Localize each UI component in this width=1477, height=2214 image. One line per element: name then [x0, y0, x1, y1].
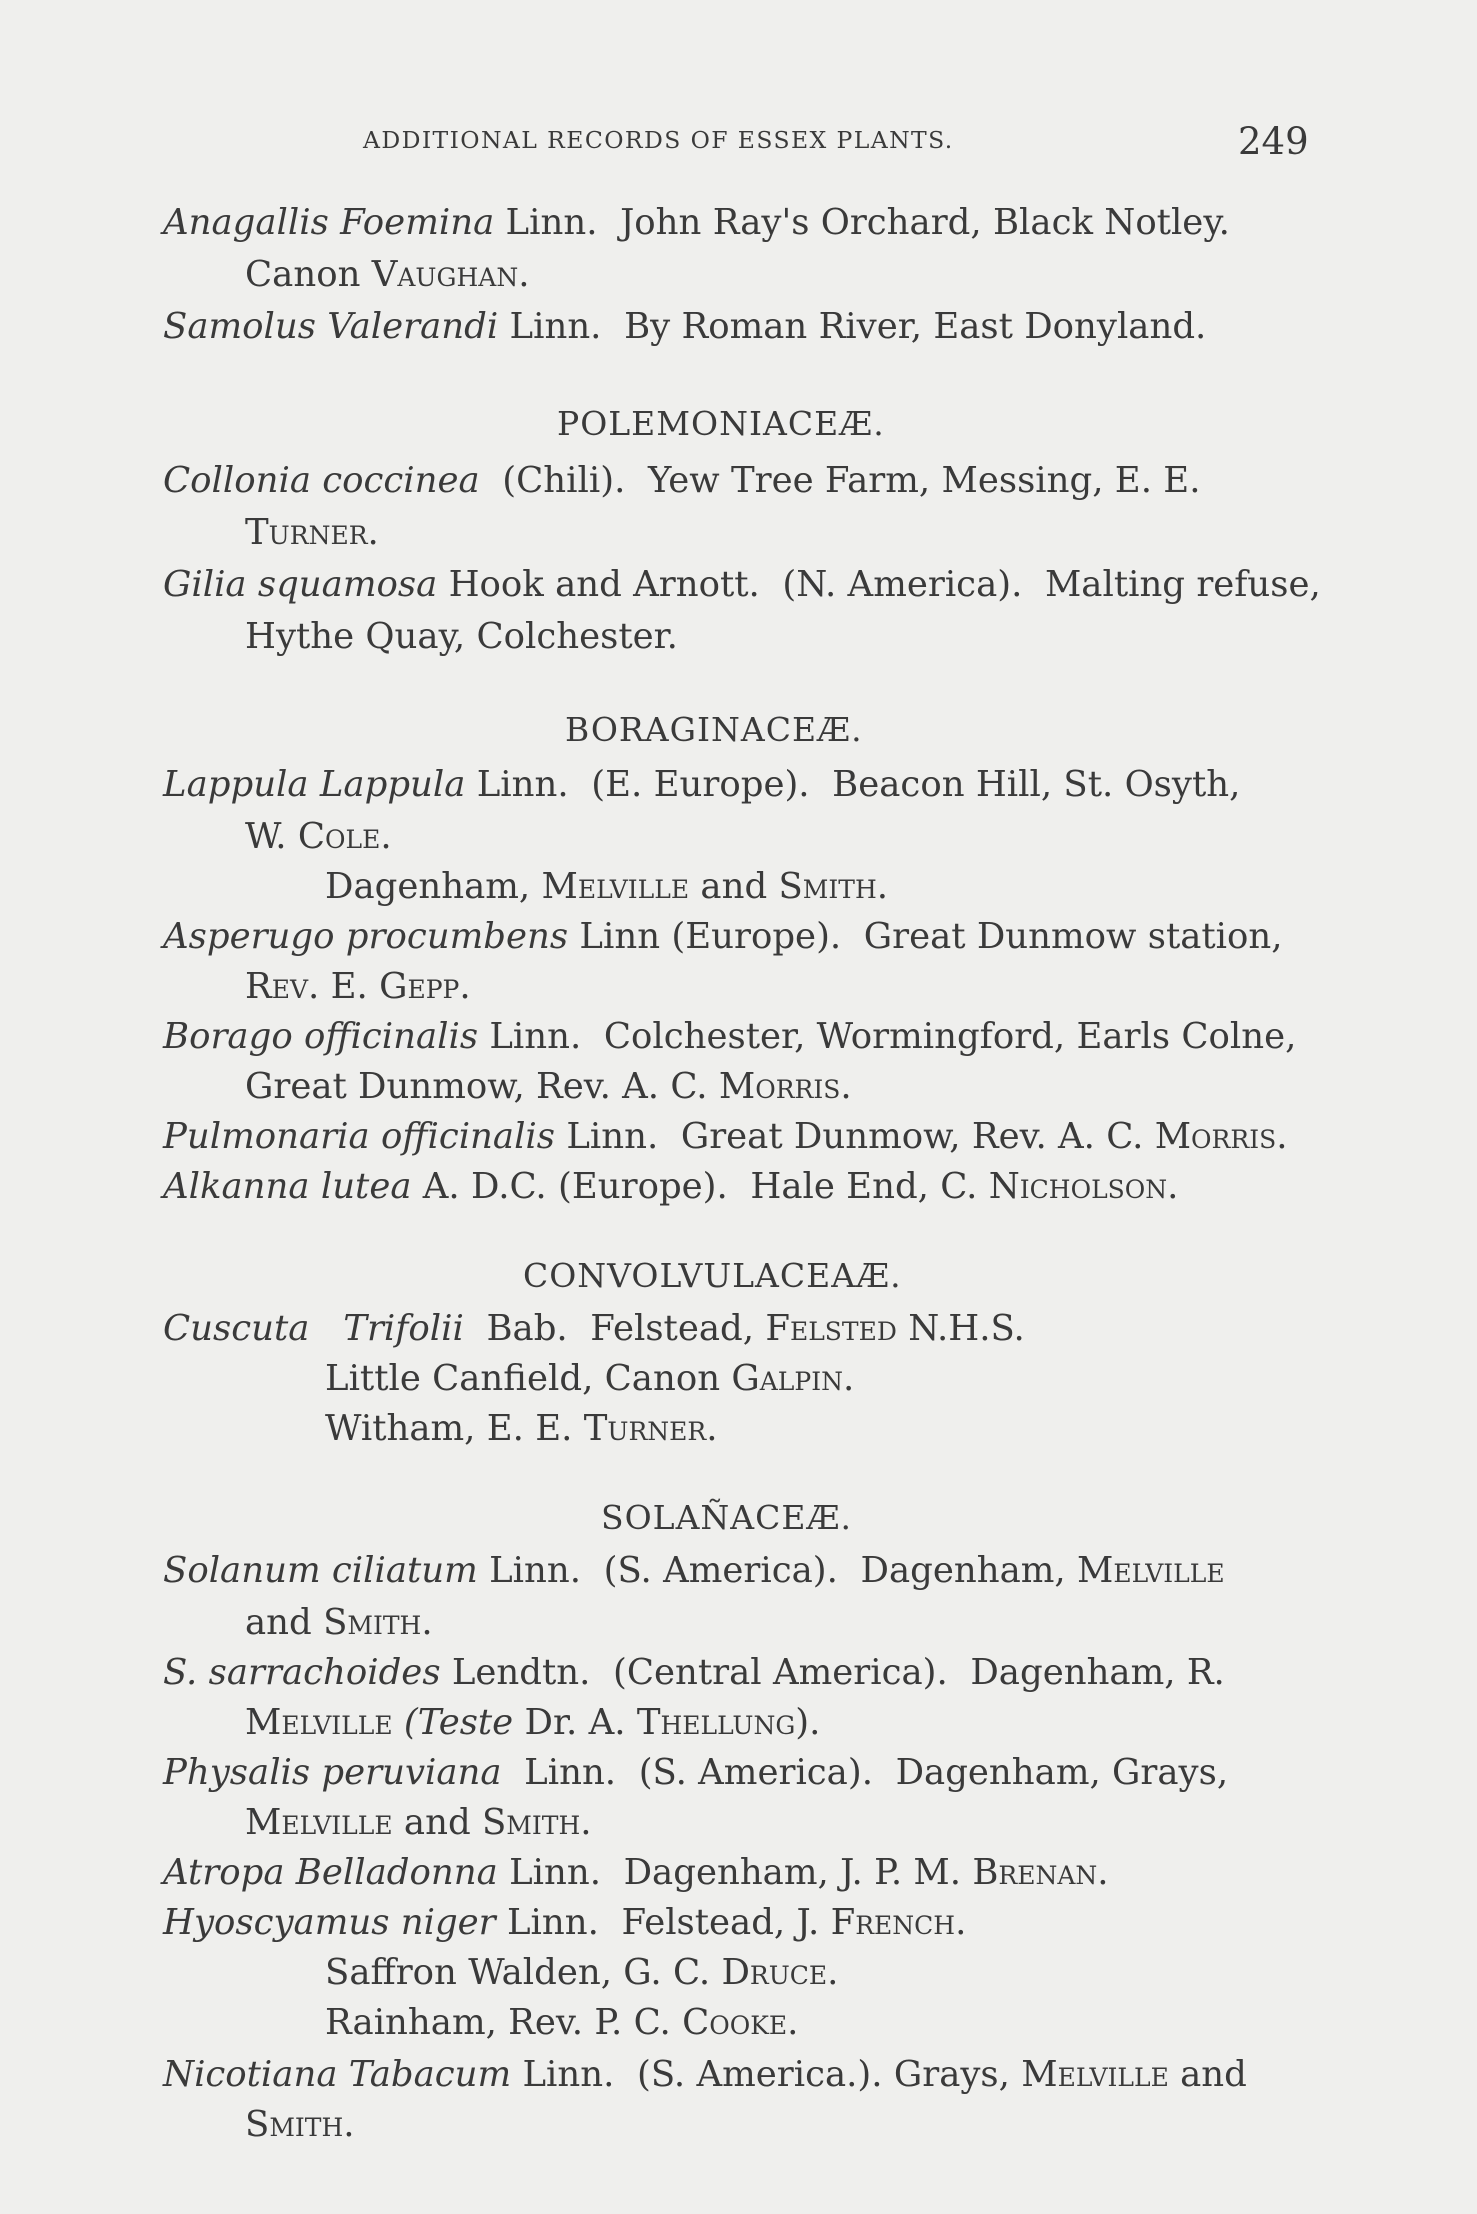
- entry-borago: [163, 1016, 1297, 1057]
- entry-hyoscyamus: [163, 1902, 967, 1943]
- locality: Dagenham, J. P. M.: [623, 1852, 962, 1893]
- authority: Bab.: [486, 1308, 568, 1349]
- recorder-suffix: N.H.S.: [908, 1308, 1025, 1349]
- locality: Colchester, Wormingford, Earls Colne,: [603, 1016, 1297, 1057]
- locality: Grays,: [893, 2054, 1010, 2095]
- locality: Felstead,: [590, 1308, 755, 1349]
- authority: Linn.: [489, 1550, 582, 1591]
- entry-hyoscyamus-second-record: [325, 1952, 839, 1993]
- entry-borago-continued: [245, 1066, 852, 1107]
- entry-nicotiana: [163, 2054, 1247, 2095]
- taxon-name: Nicotiana Tabacum: [163, 2054, 512, 2095]
- entry-asperugo: [163, 916, 1283, 957]
- genus-name: Cuscuta: [163, 1308, 310, 1349]
- authority: Lendtn.: [451, 1652, 591, 1693]
- origin: (Europe).: [671, 916, 842, 957]
- family-heading-boraginaceae: BORAGINACEÆ.: [565, 710, 863, 749]
- recorder-name: Turner.: [245, 512, 379, 553]
- origin: (Chili).: [502, 460, 626, 501]
- origin: (S. America).: [638, 1752, 873, 1793]
- locality: By Roman River, East Donyland.: [624, 306, 1207, 347]
- recorder-name: Vaughan.: [371, 254, 530, 295]
- recorder-name: Rev. E. Gepp.: [245, 966, 471, 1007]
- recorder-name: Smith.: [778, 866, 889, 907]
- authority: Linn.: [505, 202, 598, 243]
- entry-physalis: [163, 1752, 1229, 1793]
- entry-solanum-sarrachoides-recorder: [245, 1702, 821, 1743]
- page-number: 249: [1238, 120, 1309, 163]
- entry-solanum-sarrachoides: [163, 1652, 1225, 1693]
- taxon-name: Borago officinalis: [163, 1016, 479, 1057]
- authority: Linn.: [506, 1902, 599, 1943]
- origin: (Europe).: [557, 1166, 728, 1207]
- origin: (N. America).: [782, 564, 1023, 605]
- authority: Linn.: [524, 1752, 617, 1793]
- conjunction: and: [700, 866, 768, 907]
- taxon-name: Gilia squamosa: [163, 564, 438, 605]
- locality: Witham, E. E.: [325, 1408, 573, 1449]
- entry-gilia-locality: [245, 616, 678, 657]
- locality: Dagenham,: [860, 1550, 1066, 1591]
- entry-hyoscyamus-third-record: [325, 2002, 799, 2043]
- entry-nicotiana-recorder: [245, 2104, 355, 2145]
- locality: Saffron Walden, G. C.: [325, 1952, 711, 1993]
- taxon-name: Asperugo procumbens: [163, 916, 569, 957]
- locality: Dagenham, R.: [970, 1652, 1225, 1693]
- teste-label: (Teste: [403, 1702, 514, 1743]
- entry-cuscuta-third-record: [325, 1408, 718, 1449]
- recorder-name: Felsted: [765, 1308, 897, 1349]
- recorder-name: Turner.: [583, 1408, 718, 1449]
- origin: (S. America).: [603, 1550, 838, 1591]
- locality: Rainham, Rev. P. C.: [325, 2002, 671, 2043]
- entry-samolus: [163, 306, 1207, 347]
- recorder-name: Morris.: [718, 1066, 852, 1107]
- recorder-name: Melville: [245, 1702, 393, 1743]
- recorder-name: Melville: [1021, 2054, 1169, 2095]
- taxon-name: Hyoscyamus niger: [163, 1902, 496, 1943]
- recorder-name: W. Cole.: [245, 816, 392, 857]
- entry-cuscuta-second-record: [325, 1358, 855, 1399]
- recorder-name: Smith.: [323, 1602, 433, 1643]
- entry-lappula-recorder: [245, 816, 392, 857]
- recorder-name: Thellung).: [636, 1702, 821, 1743]
- entry-alkanna: [163, 1166, 1179, 1207]
- authority: Linn.: [476, 764, 569, 805]
- taxon-name: Physalis peruviana: [163, 1752, 502, 1793]
- authority: Linn.: [509, 306, 602, 347]
- locality: Dagenham, Grays,: [895, 1752, 1229, 1793]
- entry-solanum-ciliatum: [163, 1550, 1225, 1591]
- taxon-name: Pulmonaria officinalis: [163, 1116, 556, 1157]
- entry-lappula-second-record: [325, 866, 889, 907]
- locality: Great Dunmow, Rev. A. C.: [245, 1066, 708, 1107]
- taxon-name: Solanum ciliatum: [163, 1550, 478, 1591]
- conjunction: and: [245, 1602, 312, 1643]
- entry-anagallis: [163, 202, 1230, 243]
- entry-gilia: [163, 564, 1321, 605]
- entry-solanum-ciliatum-recorder: [245, 1602, 433, 1643]
- entry-cuscuta: [163, 1308, 1025, 1349]
- entry-collomia: [163, 460, 1201, 501]
- recorder-title: Canon: [245, 254, 361, 295]
- recorder-name: Melville: [1077, 1550, 1225, 1591]
- recorder-name: Melville: [245, 1802, 393, 1843]
- entry-pulmonaria: [163, 1116, 1288, 1157]
- locality: Hythe Quay, Colchester.: [245, 616, 678, 657]
- authority: Linn.: [509, 1852, 602, 1893]
- running-title: ADDITIONAL RECORDS OF ESSEX PLANTS.: [363, 126, 954, 154]
- locality: John Ray's Orchard, Black Notley.: [620, 202, 1230, 243]
- taxon-name: Lappula Lappula: [163, 764, 466, 805]
- recorder-name: Druce.: [721, 1952, 839, 1993]
- recorder-name: Melville: [541, 866, 690, 907]
- family-heading-polemoniaceae: POLEMONIACEÆ.: [557, 404, 885, 443]
- recorder-name: Cooke.: [682, 2002, 799, 2043]
- taxon-name: Alkanna lutea: [163, 1166, 412, 1207]
- family-heading-convolvulaceae: CONVOLVULACEAÆ.: [523, 1256, 902, 1295]
- authority: Linn.: [522, 2054, 615, 2095]
- locality: Little Canfield, Canon: [325, 1358, 721, 1399]
- taxon-name: Samolus Valerandi: [163, 306, 499, 347]
- authority: Linn: [579, 916, 661, 957]
- entry-atropa: [163, 1852, 1109, 1893]
- authority: Linn.: [566, 1116, 659, 1157]
- taxon-name: Anagallis Foemina: [163, 202, 495, 243]
- locality: Yew Tree Farm, Messing, E. E.: [647, 460, 1201, 501]
- teste-person: Dr. A.: [524, 1702, 626, 1743]
- entry-asperugo-recorder: [245, 966, 471, 1007]
- entry-physalis-recorder: [245, 1802, 592, 1843]
- recorder-name: Brenan.: [972, 1852, 1109, 1893]
- locality: Hale End, C.: [750, 1166, 978, 1207]
- species-name: Trifolii: [343, 1308, 464, 1349]
- recorder-name: Galpin.: [731, 1358, 855, 1399]
- entry-lappula: [163, 764, 1241, 805]
- conjunction: and: [403, 1802, 471, 1843]
- locality: Dagenham,: [325, 866, 531, 907]
- origin: (S. America.).: [636, 2054, 883, 2095]
- recorder-name: Morris.: [1154, 1116, 1288, 1157]
- recorder-name: Smith.: [481, 1802, 592, 1843]
- locality: Malting refuse,: [1044, 564, 1321, 605]
- locality: Beacon Hill, St. Osyth,: [832, 764, 1241, 805]
- origin: (Central America).: [613, 1652, 948, 1693]
- locality: Great Dunmow station,: [863, 916, 1283, 957]
- recorder-name: French.: [830, 1902, 967, 1943]
- family-heading-solanaceae: SOLAÑACEÆ.: [601, 1498, 852, 1537]
- authority: A. D.C.: [422, 1166, 547, 1207]
- authority: Hook and Arnott.: [448, 564, 760, 605]
- taxon-name: Collonia coccinea: [163, 460, 480, 501]
- conjunction: and: [1180, 2054, 1247, 2095]
- locality: Felstead, J.: [621, 1902, 820, 1943]
- taxon-name: Atropa Belladonna: [163, 1852, 498, 1893]
- recorder-name: Smith.: [245, 2104, 355, 2145]
- recorder-name: Nicholson.: [988, 1166, 1179, 1207]
- authority: Linn.: [489, 1016, 582, 1057]
- taxon-name: S. sarrachoides: [163, 1652, 441, 1693]
- entry-anagallis-recorder: [245, 254, 530, 295]
- origin: (E. Europe).: [591, 764, 810, 805]
- entry-collomia-recorder: [245, 512, 379, 553]
- locality: Great Dunmow, Rev. A. C.: [680, 1116, 1144, 1157]
